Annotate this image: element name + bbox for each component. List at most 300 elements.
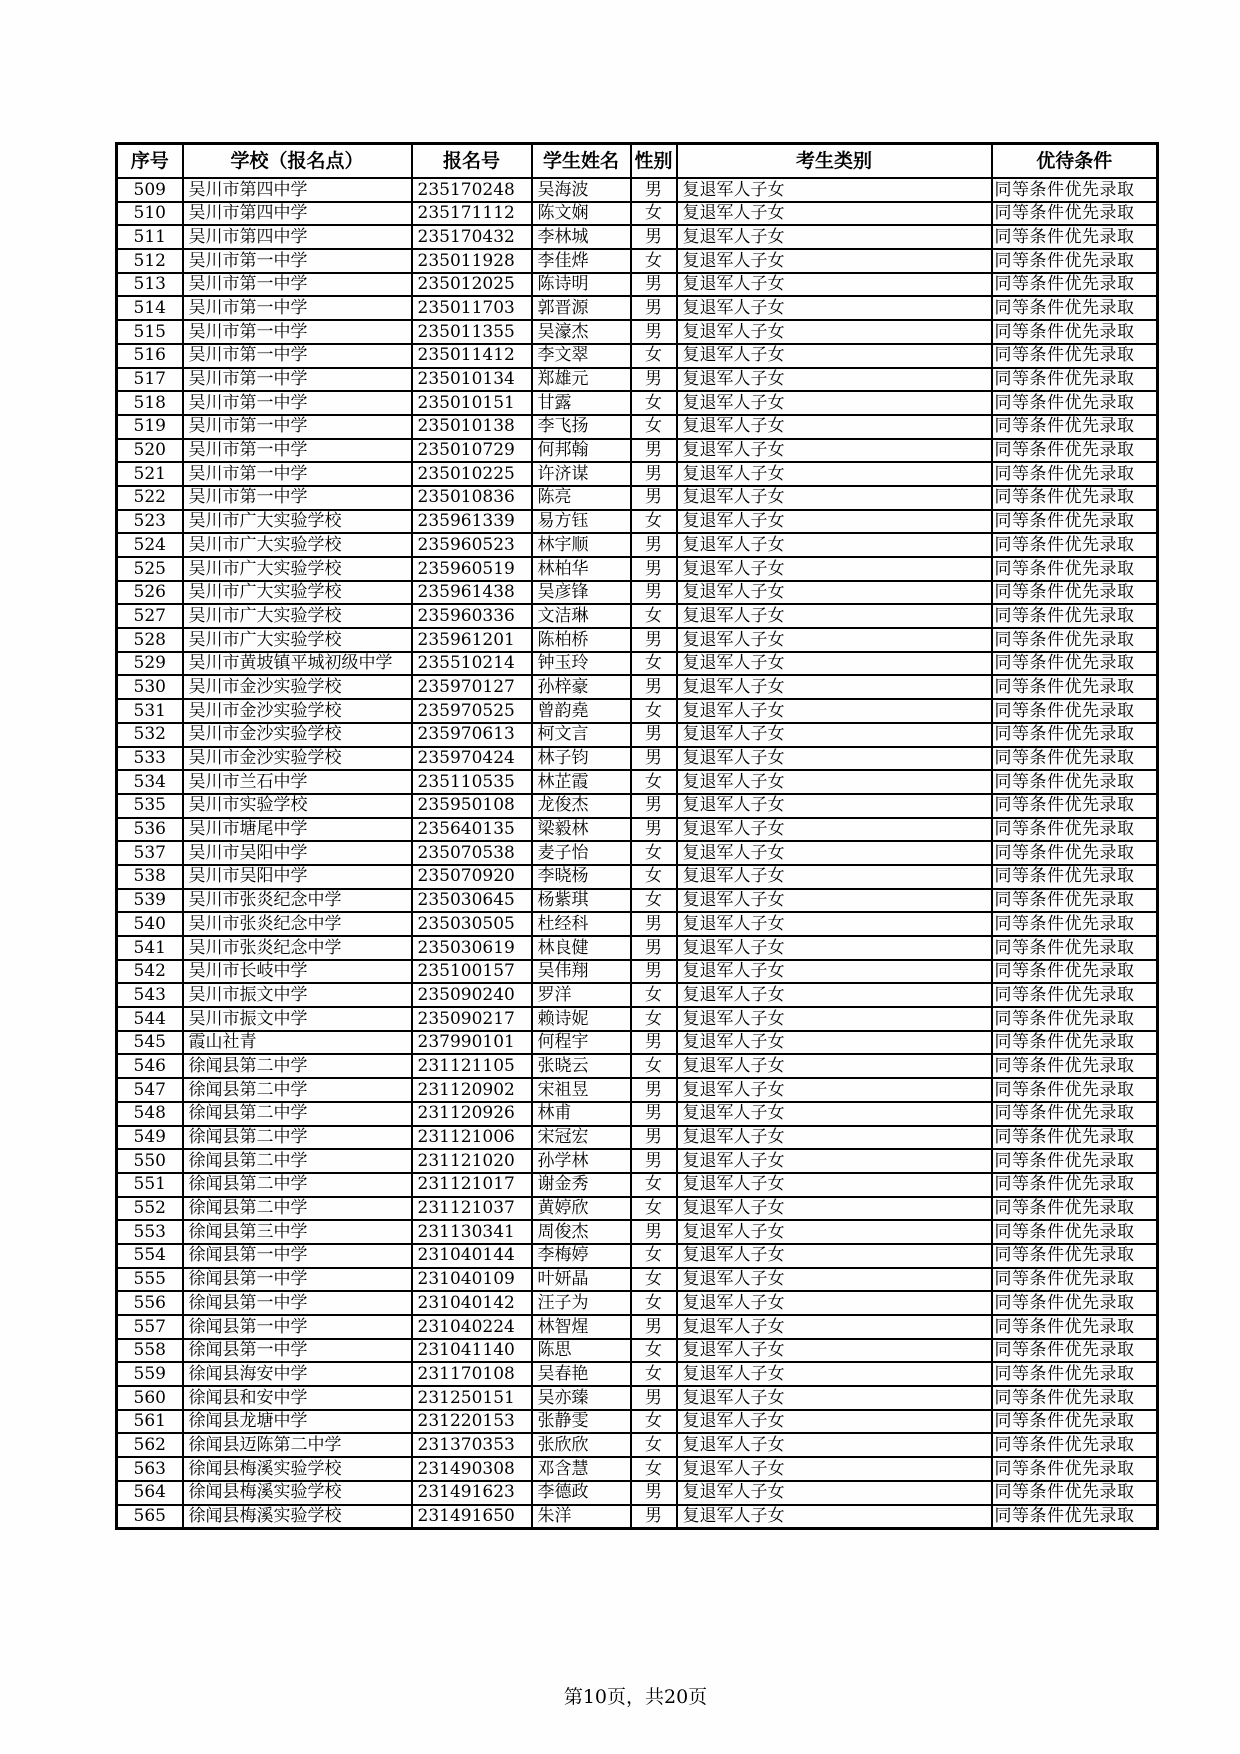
cell-gender: 女 <box>631 889 677 913</box>
cell-category: 复退军人子女 <box>677 1031 992 1055</box>
cell-category: 复退军人子女 <box>677 486 992 510</box>
cell-student-name: 林甫 <box>532 1102 631 1126</box>
cell-serial: 561 <box>117 1410 183 1434</box>
cell-gender: 男 <box>631 628 677 652</box>
cell-reg-no: 235011355 <box>412 320 532 344</box>
cell-preference: 同等条件优先录取 <box>992 960 1158 984</box>
cell-school: 吴川市第一中学 <box>183 296 412 320</box>
cell-school: 徐闻县迈陈第二中学 <box>183 1433 412 1457</box>
cell-reg-no: 231121017 <box>412 1173 532 1197</box>
cell-category: 复退军人子女 <box>677 1102 992 1126</box>
cell-preference: 同等条件优先录取 <box>992 391 1158 415</box>
cell-student-name: 何程宇 <box>532 1031 631 1055</box>
cell-school: 徐闻县梅溪实验学校 <box>183 1505 412 1529</box>
cell-gender: 男 <box>631 936 677 960</box>
cell-category: 复退军人子女 <box>677 723 992 747</box>
cell-gender: 男 <box>631 439 677 463</box>
cell-school: 霞山社青 <box>183 1031 412 1055</box>
cell-student-name: 陈思 <box>532 1339 631 1363</box>
cell-school: 吴川市第一中学 <box>183 344 412 368</box>
cell-category: 复退军人子女 <box>677 320 992 344</box>
cell-reg-no: 235012025 <box>412 273 532 297</box>
cell-serial: 512 <box>117 249 183 273</box>
cell-preference: 同等条件优先录取 <box>992 1149 1158 1173</box>
cell-preference: 同等条件优先录取 <box>992 1291 1158 1315</box>
cell-school: 吴川市张炎纪念中学 <box>183 912 412 936</box>
cell-category: 复退军人子女 <box>677 178 992 202</box>
cell-category: 复退军人子女 <box>677 391 992 415</box>
table-row <box>117 510 1158 534</box>
cell-preference: 同等条件优先录取 <box>992 1268 1158 1292</box>
cell-gender: 女 <box>631 510 677 534</box>
cell-category: 复退军人子女 <box>677 1291 992 1315</box>
cell-gender: 男 <box>631 912 677 936</box>
cell-reg-no: 235960336 <box>412 604 532 628</box>
column-header-school: 学校（报名点） <box>183 144 412 179</box>
table-row <box>117 415 1158 439</box>
cell-category: 复退军人子女 <box>677 225 992 249</box>
cell-reg-no: 235090217 <box>412 1007 532 1031</box>
cell-serial: 510 <box>117 202 183 226</box>
cell-school: 吴川市第四中学 <box>183 178 412 202</box>
cell-reg-no: 235010134 <box>412 368 532 392</box>
table-row <box>117 273 1158 297</box>
cell-gender: 女 <box>631 604 677 628</box>
cell-student-name: 吴伟翔 <box>532 960 631 984</box>
cell-reg-no: 235110535 <box>412 770 532 794</box>
cell-preference: 同等条件优先录取 <box>992 1102 1158 1126</box>
cell-gender: 男 <box>631 1386 677 1410</box>
cell-serial: 565 <box>117 1505 183 1529</box>
cell-preference: 同等条件优先录取 <box>992 1362 1158 1386</box>
table-row <box>117 889 1158 913</box>
cell-category: 复退军人子女 <box>677 747 992 771</box>
cell-preference: 同等条件优先录取 <box>992 1315 1158 1339</box>
cell-school: 吴川市实验学校 <box>183 794 412 818</box>
cell-gender: 男 <box>631 1315 677 1339</box>
cell-student-name: 宋祖昱 <box>532 1078 631 1102</box>
cell-reg-no: 235170248 <box>412 178 532 202</box>
cell-category: 复退军人子女 <box>677 1220 992 1244</box>
cell-student-name: 钟玉玲 <box>532 652 631 676</box>
cell-student-name: 李林城 <box>532 225 631 249</box>
cell-reg-no: 231121105 <box>412 1054 532 1078</box>
cell-student-name: 龙俊杰 <box>532 794 631 818</box>
cell-category: 复退军人子女 <box>677 770 992 794</box>
cell-serial: 514 <box>117 296 183 320</box>
table-row <box>117 296 1158 320</box>
cell-school: 徐闻县第一中学 <box>183 1291 412 1315</box>
table-row <box>117 628 1158 652</box>
cell-serial: 550 <box>117 1149 183 1173</box>
cell-category: 复退军人子女 <box>677 1007 992 1031</box>
cell-serial: 543 <box>117 983 183 1007</box>
table-body <box>117 178 1158 1529</box>
cell-category: 复退军人子女 <box>677 983 992 1007</box>
cell-preference: 同等条件优先录取 <box>992 675 1158 699</box>
cell-reg-no: 231490308 <box>412 1457 532 1481</box>
cell-category: 复退军人子女 <box>677 960 992 984</box>
cell-gender: 女 <box>631 770 677 794</box>
cell-student-name: 陈亮 <box>532 486 631 510</box>
cell-serial: 523 <box>117 510 183 534</box>
cell-category: 复退军人子女 <box>677 510 992 534</box>
table-row <box>117 391 1158 415</box>
cell-student-name: 甘露 <box>532 391 631 415</box>
cell-reg-no: 231250151 <box>412 1386 532 1410</box>
cell-reg-no: 231121006 <box>412 1126 532 1150</box>
table-row <box>117 699 1158 723</box>
table-row <box>117 1078 1158 1102</box>
cell-reg-no: 237990101 <box>412 1031 532 1055</box>
cell-serial: 559 <box>117 1362 183 1386</box>
table-row <box>117 770 1158 794</box>
cell-gender: 男 <box>631 273 677 297</box>
cell-preference: 同等条件优先录取 <box>992 368 1158 392</box>
cell-category: 复退军人子女 <box>677 889 992 913</box>
cell-preference: 同等条件优先录取 <box>992 1007 1158 1031</box>
cell-student-name: 梁毅林 <box>532 818 631 842</box>
table-row <box>117 581 1158 605</box>
cell-serial: 513 <box>117 273 183 297</box>
cell-student-name: 李梅婷 <box>532 1244 631 1268</box>
table-row <box>117 1315 1158 1339</box>
cell-category: 复退军人子女 <box>677 865 992 889</box>
cell-reg-no: 235970613 <box>412 723 532 747</box>
cell-category: 复退军人子女 <box>677 1054 992 1078</box>
cell-student-name: 郑雄元 <box>532 368 631 392</box>
cell-student-name: 易方钰 <box>532 510 631 534</box>
cell-serial: 548 <box>117 1102 183 1126</box>
cell-serial: 522 <box>117 486 183 510</box>
cell-gender: 男 <box>631 368 677 392</box>
cell-category: 复退军人子女 <box>677 344 992 368</box>
cell-category: 复退军人子女 <box>677 296 992 320</box>
cell-school: 徐闻县第二中学 <box>183 1054 412 1078</box>
cell-gender: 女 <box>631 865 677 889</box>
cell-reg-no: 235960523 <box>412 533 532 557</box>
table-row <box>117 202 1158 226</box>
cell-serial: 557 <box>117 1315 183 1339</box>
cell-gender: 男 <box>631 533 677 557</box>
cell-gender: 男 <box>631 818 677 842</box>
column-header-reg-no: 报名号 <box>412 144 532 179</box>
cell-student-name: 张欣欣 <box>532 1433 631 1457</box>
cell-student-name: 汪子为 <box>532 1291 631 1315</box>
cell-school: 吴川市第四中学 <box>183 202 412 226</box>
cell-school: 吴川市金沙实验学校 <box>183 675 412 699</box>
table-row <box>117 604 1158 628</box>
cell-school: 徐闻县第二中学 <box>183 1197 412 1221</box>
cell-reg-no: 235011412 <box>412 344 532 368</box>
cell-serial: 518 <box>117 391 183 415</box>
table-row <box>117 344 1158 368</box>
column-header-student-name: 学生姓名 <box>532 144 631 179</box>
table-row <box>117 1433 1158 1457</box>
table-row <box>117 1268 1158 1292</box>
cell-school: 吴川市金沙实验学校 <box>183 723 412 747</box>
cell-school: 吴川市第一中学 <box>183 273 412 297</box>
cell-preference: 同等条件优先录取 <box>992 462 1158 486</box>
cell-category: 复退军人子女 <box>677 912 992 936</box>
cell-school: 吴川市金沙实验学校 <box>183 699 412 723</box>
cell-school: 吴川市吴阳中学 <box>183 865 412 889</box>
cell-reg-no: 235010729 <box>412 439 532 463</box>
cell-reg-no: 235030505 <box>412 912 532 936</box>
cell-category: 复退军人子女 <box>677 604 992 628</box>
cell-student-name: 许济谋 <box>532 462 631 486</box>
cell-student-name: 林芷霞 <box>532 770 631 794</box>
cell-student-name: 柯文言 <box>532 723 631 747</box>
cell-preference: 同等条件优先录取 <box>992 983 1158 1007</box>
cell-serial: 547 <box>117 1078 183 1102</box>
cell-school: 徐闻县龙塘中学 <box>183 1410 412 1434</box>
cell-preference: 同等条件优先录取 <box>992 770 1158 794</box>
cell-gender: 男 <box>631 794 677 818</box>
cell-school: 吴川市第一中学 <box>183 486 412 510</box>
cell-serial: 515 <box>117 320 183 344</box>
cell-category: 复退军人子女 <box>677 1433 992 1457</box>
cell-student-name: 黄婷欣 <box>532 1197 631 1221</box>
cell-preference: 同等条件优先录取 <box>992 1173 1158 1197</box>
cell-preference: 同等条件优先录取 <box>992 841 1158 865</box>
cell-serial: 562 <box>117 1433 183 1457</box>
table-row <box>117 865 1158 889</box>
cell-student-name: 陈诗明 <box>532 273 631 297</box>
cell-reg-no: 235010138 <box>412 415 532 439</box>
cell-school: 徐闻县第二中学 <box>183 1173 412 1197</box>
table-row <box>117 1291 1158 1315</box>
table-row <box>117 1054 1158 1078</box>
cell-serial: 549 <box>117 1126 183 1150</box>
cell-reg-no: 231491650 <box>412 1505 532 1529</box>
cell-gender: 男 <box>631 1505 677 1529</box>
cell-gender: 女 <box>631 983 677 1007</box>
cell-preference: 同等条件优先录取 <box>992 1505 1158 1529</box>
cell-reg-no: 235030645 <box>412 889 532 913</box>
table-row <box>117 1126 1158 1150</box>
cell-preference: 同等条件优先录取 <box>992 1054 1158 1078</box>
cell-reg-no: 235010836 <box>412 486 532 510</box>
cell-category: 复退军人子女 <box>677 439 992 463</box>
cell-reg-no: 235510214 <box>412 652 532 676</box>
cell-gender: 女 <box>631 1197 677 1221</box>
cell-preference: 同等条件优先录取 <box>992 202 1158 226</box>
cell-gender: 男 <box>631 462 677 486</box>
cell-serial: 558 <box>117 1339 183 1363</box>
table-row <box>117 1007 1158 1031</box>
table-row <box>117 439 1158 463</box>
cell-gender: 女 <box>631 1433 677 1457</box>
table-row <box>117 320 1158 344</box>
page-footer: 第10页，共20页 <box>563 1686 708 1708</box>
cell-reg-no: 235010151 <box>412 391 532 415</box>
cell-school: 徐闻县和安中学 <box>183 1386 412 1410</box>
cell-category: 复退军人子女 <box>677 1126 992 1150</box>
cell-reg-no: 235011703 <box>412 296 532 320</box>
cell-gender: 女 <box>631 1410 677 1434</box>
cell-school: 吴川市吴阳中学 <box>183 841 412 865</box>
cell-school: 徐闻县第二中学 <box>183 1149 412 1173</box>
cell-school: 徐闻县第一中学 <box>183 1339 412 1363</box>
cell-reg-no: 235030619 <box>412 936 532 960</box>
table-row <box>117 1149 1158 1173</box>
cell-gender: 男 <box>631 1031 677 1055</box>
cell-reg-no: 235070920 <box>412 865 532 889</box>
cell-reg-no: 231130341 <box>412 1220 532 1244</box>
table-row <box>117 1031 1158 1055</box>
cell-student-name: 周俊杰 <box>532 1220 631 1244</box>
cell-student-name: 赖诗妮 <box>532 1007 631 1031</box>
cell-student-name: 陈文娴 <box>532 202 631 226</box>
cell-gender: 男 <box>631 1126 677 1150</box>
cell-serial: 532 <box>117 723 183 747</box>
cell-category: 复退军人子女 <box>677 273 992 297</box>
table-row <box>117 368 1158 392</box>
cell-reg-no: 235960519 <box>412 557 532 581</box>
cell-school: 徐闻县第二中学 <box>183 1126 412 1150</box>
cell-school: 吴川市振文中学 <box>183 983 412 1007</box>
cell-gender: 男 <box>631 960 677 984</box>
table-row <box>117 249 1158 273</box>
cell-serial: 542 <box>117 960 183 984</box>
cell-preference: 同等条件优先录取 <box>992 1410 1158 1434</box>
cell-serial: 516 <box>117 344 183 368</box>
cell-category: 复退军人子女 <box>677 581 992 605</box>
cell-serial: 546 <box>117 1054 183 1078</box>
cell-category: 复退军人子女 <box>677 1315 992 1339</box>
cell-reg-no: 235970424 <box>412 747 532 771</box>
cell-gender: 女 <box>631 1457 677 1481</box>
cell-gender: 男 <box>631 1149 677 1173</box>
cell-category: 复退军人子女 <box>677 1173 992 1197</box>
cell-reg-no: 231120926 <box>412 1102 532 1126</box>
cell-student-name: 李文翠 <box>532 344 631 368</box>
table-row <box>117 1457 1158 1481</box>
cell-school: 徐闻县第三中学 <box>183 1220 412 1244</box>
cell-preference: 同等条件优先录取 <box>992 1339 1158 1363</box>
cell-category: 复退军人子女 <box>677 249 992 273</box>
cell-school: 徐闻县第二中学 <box>183 1102 412 1126</box>
cell-gender: 女 <box>631 415 677 439</box>
cell-serial: 564 <box>117 1481 183 1505</box>
cell-gender: 男 <box>631 747 677 771</box>
cell-student-name: 邓含慧 <box>532 1457 631 1481</box>
cell-student-name: 陈柏桥 <box>532 628 631 652</box>
cell-preference: 同等条件优先录取 <box>992 1220 1158 1244</box>
cell-school: 吴川市广大实验学校 <box>183 604 412 628</box>
table-row <box>117 462 1158 486</box>
cell-gender: 女 <box>631 1244 677 1268</box>
cell-school: 吴川市广大实验学校 <box>183 628 412 652</box>
cell-student-name: 宋冠宏 <box>532 1126 631 1150</box>
cell-serial: 519 <box>117 415 183 439</box>
cell-category: 复退军人子女 <box>677 202 992 226</box>
cell-preference: 同等条件优先录取 <box>992 652 1158 676</box>
cell-serial: 511 <box>117 225 183 249</box>
cell-preference: 同等条件优先录取 <box>992 581 1158 605</box>
cell-school: 吴川市第一中学 <box>183 439 412 463</box>
cell-reg-no: 231040224 <box>412 1315 532 1339</box>
table-row <box>117 533 1158 557</box>
cell-serial: 521 <box>117 462 183 486</box>
cell-category: 复退军人子女 <box>677 699 992 723</box>
cell-preference: 同等条件优先录取 <box>992 604 1158 628</box>
cell-school: 吴川市振文中学 <box>183 1007 412 1031</box>
cell-serial: 555 <box>117 1268 183 1292</box>
cell-category: 复退军人子女 <box>677 1362 992 1386</box>
cell-preference: 同等条件优先录取 <box>992 344 1158 368</box>
cell-preference: 同等条件优先录取 <box>992 747 1158 771</box>
cell-school: 吴川市塘尾中学 <box>183 818 412 842</box>
table-row <box>117 983 1158 1007</box>
cell-category: 复退军人子女 <box>677 1268 992 1292</box>
cell-student-name: 罗洋 <box>532 983 631 1007</box>
cell-serial: 551 <box>117 1173 183 1197</box>
table-row <box>117 1244 1158 1268</box>
cell-school: 徐闻县第一中学 <box>183 1268 412 1292</box>
cell-student-name: 麦子怡 <box>532 841 631 865</box>
cell-student-name: 吴海波 <box>532 178 631 202</box>
cell-school: 吴川市金沙实验学校 <box>183 747 412 771</box>
cell-reg-no: 235961339 <box>412 510 532 534</box>
cell-reg-no: 235090240 <box>412 983 532 1007</box>
cell-student-name: 吴春艳 <box>532 1362 631 1386</box>
cell-student-name: 吴彦锋 <box>532 581 631 605</box>
cell-category: 复退军人子女 <box>677 1481 992 1505</box>
cell-serial: 556 <box>117 1291 183 1315</box>
cell-serial: 535 <box>117 794 183 818</box>
cell-serial: 531 <box>117 699 183 723</box>
cell-serial: 526 <box>117 581 183 605</box>
cell-serial: 545 <box>117 1031 183 1055</box>
cell-reg-no: 231370353 <box>412 1433 532 1457</box>
cell-gender: 女 <box>631 202 677 226</box>
cell-student-name: 林良健 <box>532 936 631 960</box>
cell-preference: 同等条件优先录取 <box>992 1078 1158 1102</box>
cell-category: 复退军人子女 <box>677 1149 992 1173</box>
cell-gender: 男 <box>631 178 677 202</box>
cell-gender: 男 <box>631 557 677 581</box>
cell-reg-no: 231040144 <box>412 1244 532 1268</box>
cell-category: 复退军人子女 <box>677 415 992 439</box>
cell-school: 吴川市张炎纪念中学 <box>183 936 412 960</box>
cell-gender: 男 <box>631 320 677 344</box>
cell-gender: 女 <box>631 652 677 676</box>
cell-category: 复退军人子女 <box>677 1505 992 1529</box>
cell-school: 徐闻县第一中学 <box>183 1315 412 1339</box>
cell-gender: 男 <box>631 723 677 747</box>
table-row <box>117 1505 1158 1529</box>
cell-student-name: 谢金秀 <box>532 1173 631 1197</box>
cell-serial: 520 <box>117 439 183 463</box>
cell-student-name: 李晓杨 <box>532 865 631 889</box>
cell-student-name: 曾韵堯 <box>532 699 631 723</box>
cell-serial: 553 <box>117 1220 183 1244</box>
cell-gender: 男 <box>631 1481 677 1505</box>
cell-category: 复退军人子女 <box>677 533 992 557</box>
cell-preference: 同等条件优先录取 <box>992 1457 1158 1481</box>
table-row <box>117 747 1158 771</box>
cell-category: 复退军人子女 <box>677 794 992 818</box>
cell-student-name: 李佳烨 <box>532 249 631 273</box>
cell-school: 吴川市第一中学 <box>183 249 412 273</box>
cell-serial: 529 <box>117 652 183 676</box>
cell-preference: 同等条件优先录取 <box>992 1244 1158 1268</box>
cell-reg-no: 231491623 <box>412 1481 532 1505</box>
cell-preference: 同等条件优先录取 <box>992 510 1158 534</box>
cell-gender: 女 <box>631 1054 677 1078</box>
